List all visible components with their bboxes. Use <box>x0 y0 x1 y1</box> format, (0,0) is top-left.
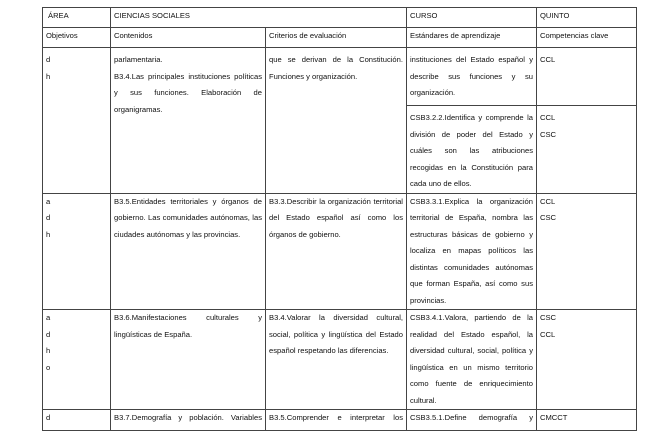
estandares-cell <box>407 410 537 431</box>
criterios-cell <box>266 48 407 194</box>
col-objetivos: Objetivos <box>43 28 111 48</box>
estandar-text: CSB3.2.2.Identifica y comprende la división de poder del Estado y cuáles son las atribuciones recogidas en la Constitución para cada uno de ellos. <box>410 113 533 188</box>
col-competencias: Competencias clave <box>537 28 637 48</box>
objetivo-item: a <box>46 196 51 206</box>
estandar-text: CSB3.5.1.Define demografía y <box>410 413 533 422</box>
table-row <box>43 310 637 410</box>
objetivo-item: d <box>46 329 51 339</box>
curriculum-table <box>42 7 637 431</box>
objetivo-item: o <box>46 362 51 372</box>
criterio-text: B3.3.Describir la organización territorial del Estado español así como los órganos de gobierno. <box>269 196 403 239</box>
table-row <box>43 48 637 106</box>
contenidos-cell <box>111 193 266 310</box>
objetivo-item: h <box>46 346 51 355</box>
column-header-row <box>43 28 637 48</box>
estandar-text: instituciones del Estado español y describe sus funciones y su organización. <box>410 55 533 97</box>
contenido-text: B3.7.Demografía y población. Variables <box>114 413 262 422</box>
criterios-cell <box>266 193 407 310</box>
table-row <box>43 410 637 431</box>
estandares-cell <box>407 48 537 106</box>
criterio-text: que se derivan de la Constitución. Funciones y organización. <box>269 55 403 81</box>
objetivos-cell <box>43 310 111 410</box>
competencia-item: CSC <box>540 213 557 222</box>
competencia-item: CCL <box>540 196 556 206</box>
objetivo-item: d <box>46 213 51 222</box>
competencia-item: CCL <box>540 113 556 122</box>
subject-name: CIENCIAS SOCIALES <box>111 8 407 28</box>
competencias-cell <box>537 106 637 194</box>
objetivos-cell <box>43 48 111 194</box>
competencia-item: CCL <box>540 55 556 64</box>
competencia-item: CSC <box>540 313 557 322</box>
estandares-cell <box>407 310 537 410</box>
objetivo-item: d <box>46 55 51 64</box>
competencias-cell <box>537 310 637 410</box>
table-row <box>43 193 637 310</box>
contenido-text: parlamentaria. <box>114 55 163 64</box>
competencia-item: CCL <box>540 329 556 339</box>
contenidos-cell <box>111 48 266 194</box>
criterio-text: B3.5.Comprender e interpretar los <box>269 413 403 422</box>
estandar-text: CSB3.3.1.Explica la organización territorial de España, nombra las estructuras básicas de gobierno y localiza en mapas políticos las distintas comunidades autónomas que forman España, así como sus provincias. <box>410 196 533 305</box>
contenidos-cell <box>111 410 266 431</box>
objetivo-item: a <box>46 313 51 322</box>
competencias-cell <box>537 193 637 310</box>
estandar-text: CSB3.4.1.Valora, partiendo de la realidad del Estado español, la diversidad cultural, social, política y lingüística en un mismo territorio como fuente de enriquecimiento cultural. <box>410 313 533 405</box>
competencias-cell <box>537 410 637 431</box>
contenido-text: B3.5.Entidades territoriales y órganos de gobierno. Las comunidades autónomas, las ciudades autónomas y las provincias. <box>114 196 262 239</box>
curso-value: QUINTO <box>537 8 637 28</box>
col-criterios: Criterios de evaluación <box>266 28 407 48</box>
criterios-cell <box>266 410 407 431</box>
competencias-cell <box>537 48 637 106</box>
objetivos-cell <box>43 410 111 431</box>
objetivo-item: h <box>46 229 51 239</box>
col-contenidos: Contenidos <box>111 28 266 48</box>
estandares-cell <box>407 193 537 310</box>
estandares-cell <box>407 106 537 194</box>
contenido-text: B3.6.Manifestaciones culturales y lingüísticas de España. <box>114 313 262 339</box>
objetivos-cell <box>43 193 111 310</box>
contenido-text: B3.4.Las principales instituciones políticas y sus funciones. Elaboración de organigramas. <box>114 71 262 114</box>
objetivo-item: h <box>46 71 51 81</box>
objetivo-item: d <box>46 413 51 422</box>
contenidos-cell <box>111 310 266 410</box>
area-label: ÁREA <box>43 8 111 28</box>
curso-label: CURSO <box>407 8 537 28</box>
competencia-item: CSC <box>540 129 557 139</box>
competencia-item: CMCCT <box>540 413 568 422</box>
criterios-cell <box>266 310 407 410</box>
header-row <box>43 8 637 28</box>
col-estandares: Estándares de aprendizaje <box>407 28 537 48</box>
criterio-text: B3.4.Valorar la diversidad cultural, social, política y lingüística del Estado español respetando las diferencias. <box>269 313 403 355</box>
